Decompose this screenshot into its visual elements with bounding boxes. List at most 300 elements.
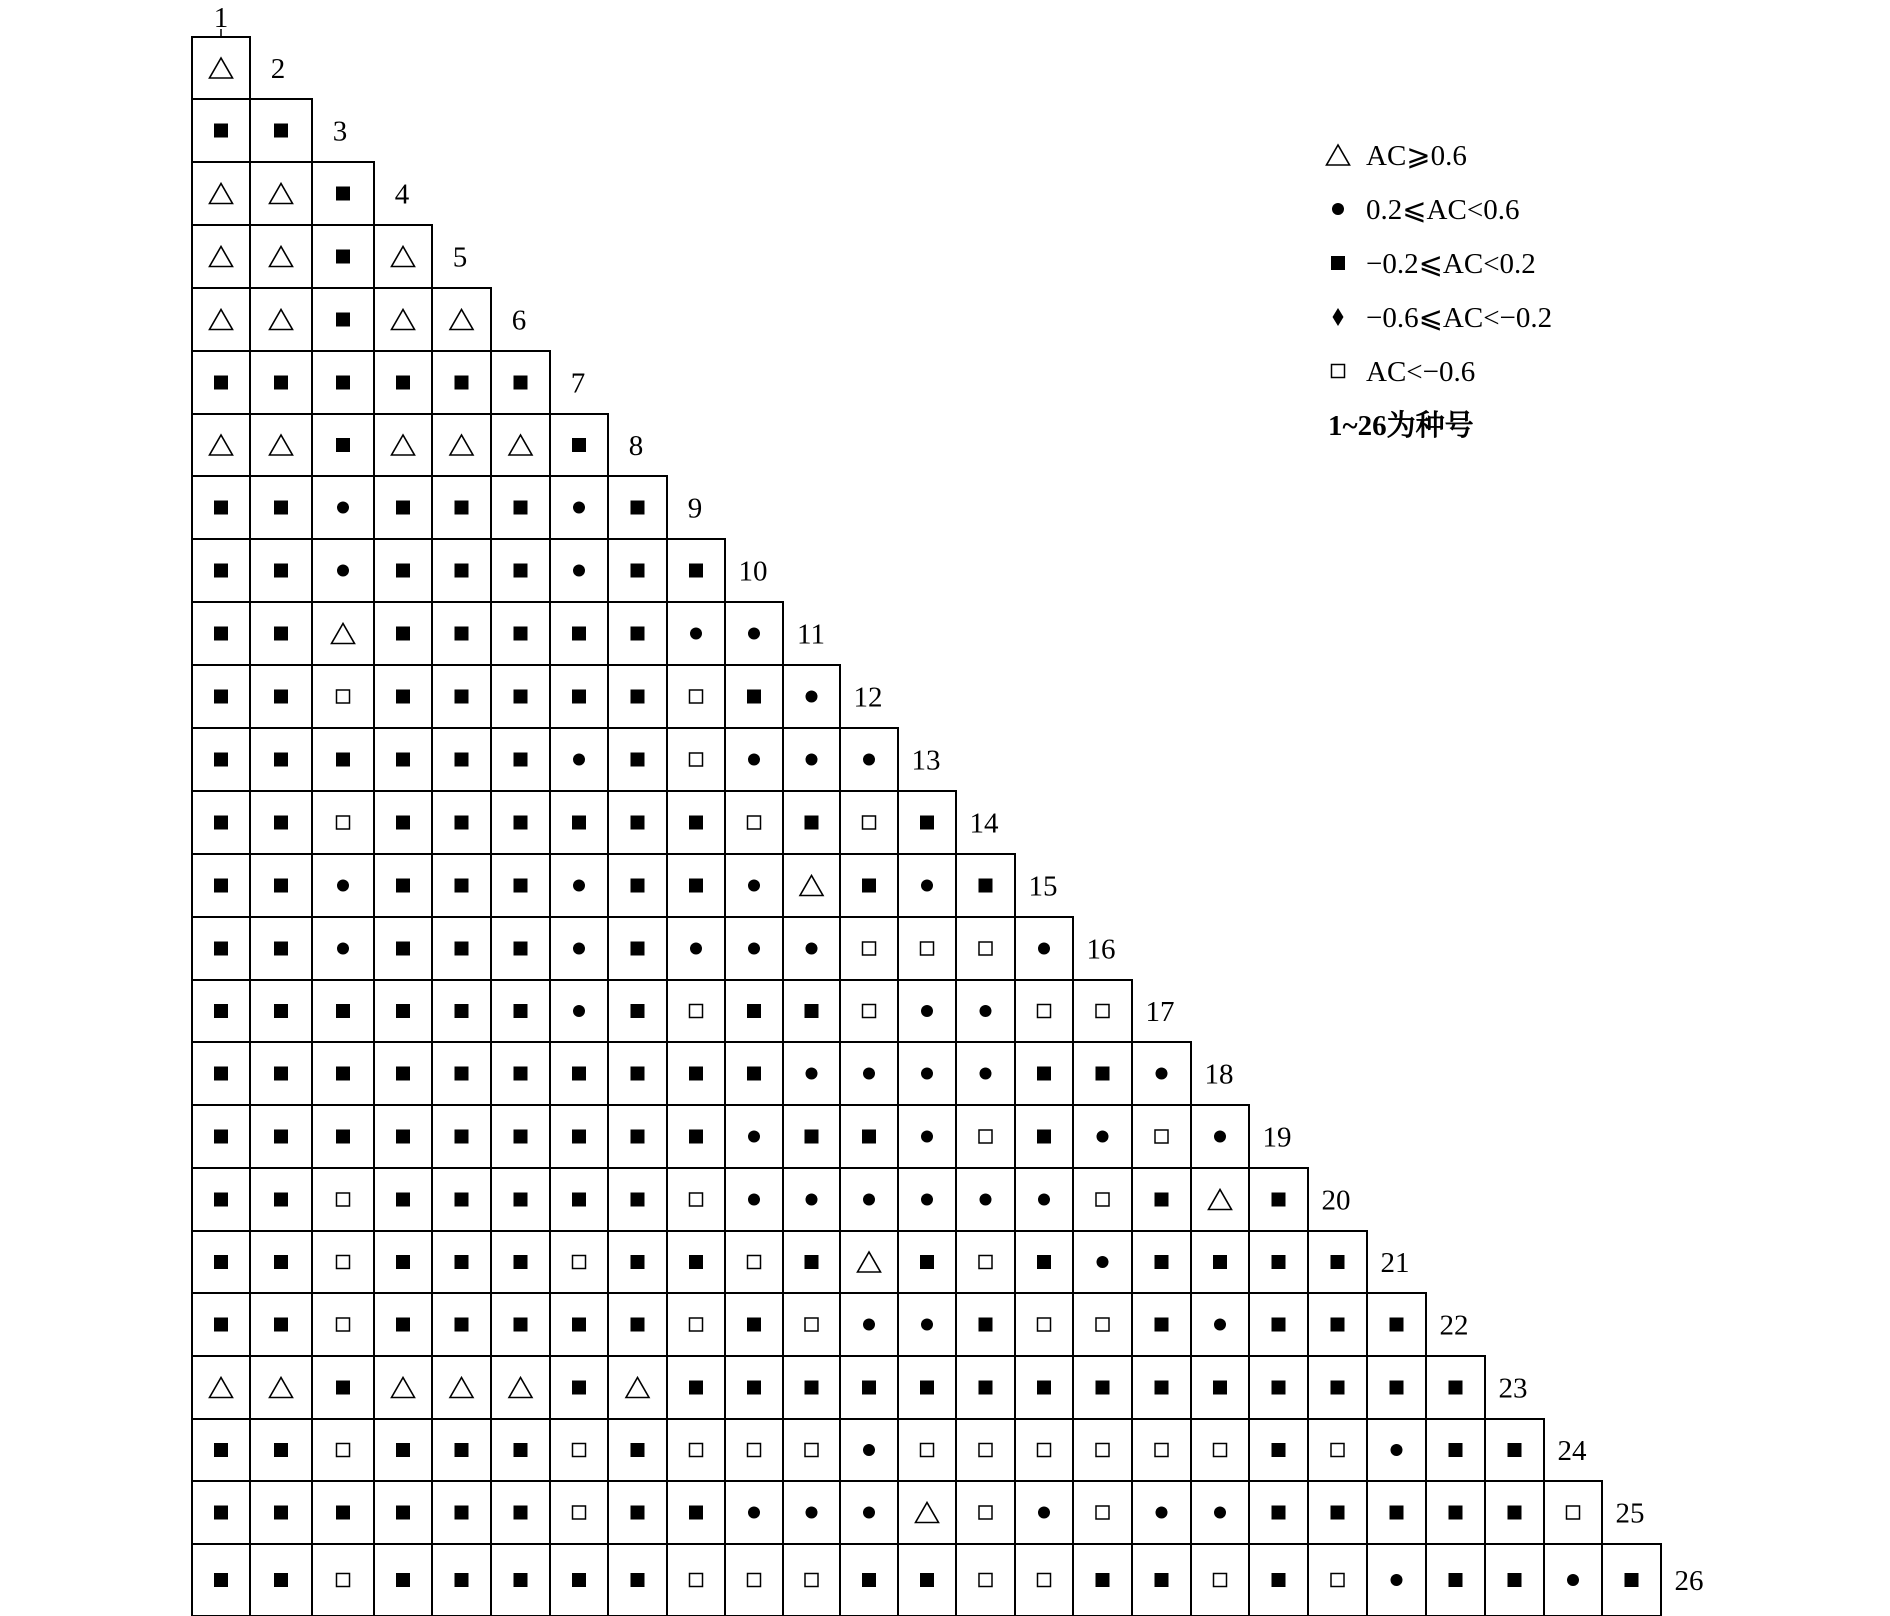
matrix-cell [1485, 1419, 1544, 1481]
matrix-cell [432, 854, 491, 917]
cell-border [840, 980, 898, 1042]
matrix-cell [374, 476, 432, 539]
filled-square-symbol [214, 1506, 228, 1520]
filled-square-symbol [336, 1130, 350, 1144]
filled-square-symbol [1037, 1130, 1051, 1144]
filled-square-symbol [455, 1255, 469, 1269]
filled-square-symbol [689, 1067, 703, 1081]
cell-border [1308, 1419, 1367, 1481]
cell-border [840, 791, 898, 854]
matrix-cell [608, 1419, 667, 1481]
filled-square-symbol [336, 376, 350, 390]
matrix-cell [1191, 1105, 1249, 1168]
cell-border [250, 1356, 312, 1419]
filled-square-symbol [862, 1573, 876, 1587]
matrix-cell [1015, 1105, 1073, 1168]
matrix-cell [550, 476, 608, 539]
circle-symbol [1156, 1068, 1168, 1080]
matrix-cell [898, 1356, 956, 1419]
matrix-cell [898, 854, 956, 917]
matrix-cell [550, 665, 608, 728]
filled-square-symbol [1096, 1067, 1110, 1081]
cell-border [667, 1419, 725, 1481]
filled-square-symbol [1272, 1381, 1286, 1395]
cell-border [898, 917, 956, 980]
matrix-cell [608, 1231, 667, 1293]
matrix-cell [192, 1231, 250, 1293]
filled-square-symbol [214, 564, 228, 578]
matrix-cell [374, 1293, 432, 1356]
cell-border [1015, 1419, 1073, 1481]
matrix-cell [667, 1168, 725, 1231]
matrix-cell [250, 1042, 312, 1105]
cell-border [956, 1105, 1015, 1168]
filled-square-symbol [631, 1067, 645, 1081]
matrix-cell [432, 791, 491, 854]
matrix-cell [491, 728, 550, 791]
species-label: 4 [394, 178, 410, 211]
filled-square-symbol [1449, 1506, 1463, 1520]
filled-square-symbol [1272, 1318, 1286, 1332]
matrix-cell [250, 99, 312, 162]
filled-square-symbol [631, 501, 645, 515]
matrix-cell [1073, 1544, 1132, 1616]
species-label: 1 [213, 2, 229, 34]
matrix-cell [1073, 1419, 1132, 1481]
filled-square-symbol [631, 1573, 645, 1587]
matrix-cell [1073, 1231, 1132, 1293]
matrix-cell [250, 980, 312, 1042]
circle-symbol [337, 502, 349, 514]
filled-square-symbol [336, 313, 350, 327]
species-label: 3 [332, 115, 348, 148]
filled-square-symbol [920, 1255, 934, 1269]
filled-square-symbol [514, 564, 528, 578]
filled-square-symbol [336, 1067, 350, 1081]
matrix-cell [250, 1231, 312, 1293]
matrix-cell [1073, 1481, 1132, 1544]
filled-square-symbol [631, 1130, 645, 1144]
cell-border [312, 791, 374, 854]
cell-border [312, 602, 374, 665]
cell-border [192, 414, 250, 476]
species-label: 8 [628, 430, 644, 462]
matrix-cell [374, 854, 432, 917]
filled-square-symbol [214, 1443, 228, 1457]
filled-square-symbol [396, 1193, 410, 1207]
cell-border [840, 1231, 898, 1293]
matrix-cell [491, 351, 550, 414]
filled-square-symbol [1331, 1381, 1345, 1395]
matrix-cell [1132, 1042, 1191, 1105]
matrix-cell [374, 602, 432, 665]
matrix-cell [725, 1293, 783, 1356]
matrix-cell [491, 665, 550, 728]
matrix-cell [550, 1419, 608, 1481]
matrix-cell [1015, 1419, 1073, 1481]
matrix-cell [725, 1042, 783, 1105]
matrix-cell [725, 602, 783, 665]
filled-square-symbol [214, 942, 228, 956]
circle-symbol [1156, 1507, 1168, 1519]
matrix-cell [312, 288, 374, 351]
matrix-cell [312, 1231, 374, 1293]
filled-square-symbol [514, 942, 528, 956]
matrix-cell [374, 728, 432, 791]
matrix-cell [432, 728, 491, 791]
matrix-cell [1132, 1293, 1191, 1356]
matrix-cell [898, 1481, 956, 1544]
matrix-cell [550, 539, 608, 602]
cell-border [898, 1419, 956, 1481]
filled-square-symbol [572, 1193, 586, 1207]
circle-symbol [748, 943, 760, 955]
filled-square-symbol [274, 564, 288, 578]
cell-border [374, 225, 432, 288]
matrix-cell [374, 1105, 432, 1168]
matrix-cell [374, 791, 432, 854]
matrix-cell [956, 1293, 1015, 1356]
filled-square-symbol [336, 438, 350, 452]
matrix-cell [898, 980, 956, 1042]
cell-border [312, 1168, 374, 1231]
filled-square-symbol [1508, 1443, 1522, 1457]
filled-square-symbol [572, 816, 586, 830]
filled-square-symbol [274, 1067, 288, 1081]
legend-label: AC⩾0.6 [1366, 140, 1467, 172]
circle-symbol [748, 1131, 760, 1143]
filled-square-symbol [514, 1067, 528, 1081]
matrix-cell [1015, 1293, 1073, 1356]
matrix-cell [374, 1168, 432, 1231]
matrix-cell [956, 854, 1015, 917]
filled-square-symbol [514, 1193, 528, 1207]
legend-note: 1~26为种号 [1328, 410, 1474, 442]
matrix-cell [667, 1481, 725, 1544]
species-label: 24 [1557, 1435, 1587, 1467]
circle-symbol [921, 880, 933, 892]
filled-square-symbol [455, 690, 469, 704]
filled-square-symbol [514, 376, 528, 390]
matrix-cell [432, 1419, 491, 1481]
matrix-cell [783, 917, 840, 980]
matrix-cell [956, 917, 1015, 980]
matrix-cell [1308, 1544, 1367, 1616]
filled-square-symbol [396, 879, 410, 893]
matrix-cell [491, 539, 550, 602]
filled-square-symbol [689, 816, 703, 830]
matrix-cell [312, 414, 374, 476]
matrix-cell [550, 1168, 608, 1231]
matrix-cell [192, 791, 250, 854]
matrix-cell [1191, 1481, 1249, 1544]
matrix-cell [840, 1168, 898, 1231]
species-label: 15 [1028, 870, 1058, 903]
cell-border [783, 1419, 840, 1481]
matrix-cell [608, 1168, 667, 1231]
filled-square-symbol [631, 816, 645, 830]
matrix-cell [374, 1356, 432, 1419]
matrix-cell [491, 602, 550, 665]
matrix-cell [1073, 1356, 1132, 1419]
circle-symbol [921, 1005, 933, 1017]
circle-symbol [980, 1005, 992, 1017]
matrix-cell [250, 539, 312, 602]
filled-square-symbol [274, 1443, 288, 1457]
circle-symbol [690, 943, 702, 955]
matrix-cell [192, 1356, 250, 1419]
species-label: 12 [853, 681, 883, 714]
matrix-cell [1367, 1544, 1426, 1616]
filled-square-symbol [631, 1443, 645, 1457]
filled-square-symbol [1449, 1381, 1463, 1395]
matrix-cell [725, 791, 783, 854]
filled-square-symbol [572, 1130, 586, 1144]
cell-border [192, 162, 250, 225]
species-label: 22 [1439, 1309, 1469, 1342]
matrix-cell [192, 1293, 250, 1356]
matrix-cell [1249, 1356, 1308, 1419]
matrix-cell [250, 1293, 312, 1356]
matrix-cell [491, 917, 550, 980]
circle-symbol [573, 565, 585, 577]
filled-square-symbol [572, 1381, 586, 1395]
filled-square-symbol [862, 1130, 876, 1144]
legend-entry [1332, 356, 1476, 388]
filled-square-symbol [689, 564, 703, 578]
circle-symbol [806, 691, 818, 703]
filled-square-symbol [455, 753, 469, 767]
cell-border [1015, 980, 1073, 1042]
filled-square-symbol [1331, 1255, 1345, 1269]
filled-square-symbol [396, 1067, 410, 1081]
cell-border [1544, 1481, 1602, 1544]
matrix-cell [491, 1544, 550, 1616]
filled-square-symbol [396, 376, 410, 390]
cell-border [550, 1231, 608, 1293]
matrix-cell [192, 37, 250, 99]
filled-square-symbol [214, 627, 228, 641]
matrix-cell [1191, 1231, 1249, 1293]
filled-square-symbol [214, 879, 228, 893]
cell-border [312, 1293, 374, 1356]
matrix-cell [1308, 1231, 1367, 1293]
filled-square-symbol [805, 816, 819, 830]
circle-symbol [1097, 1131, 1109, 1143]
species-label: 16 [1086, 933, 1116, 966]
filled-square-symbol [214, 753, 228, 767]
species-label: 17 [1145, 996, 1175, 1028]
circle-symbol [1567, 1574, 1579, 1586]
filled-square-symbol [920, 1381, 934, 1395]
matrix-cell [1544, 1544, 1602, 1616]
matrix-cell [432, 288, 491, 351]
matrix-cell [898, 1168, 956, 1231]
species-label: 9 [687, 492, 703, 525]
species-label: 19 [1262, 1121, 1292, 1154]
matrix-cell [192, 476, 250, 539]
cell-border [667, 665, 725, 728]
circle-symbol [748, 1194, 760, 1206]
cell-border [192, 225, 250, 288]
filled-square-symbol [1508, 1506, 1522, 1520]
matrix-cell [374, 351, 432, 414]
filled-square-symbol [1508, 1573, 1522, 1587]
matrix-cell [840, 1042, 898, 1105]
matrix-cell [374, 1042, 432, 1105]
matrix-cell [192, 162, 250, 225]
matrix-cell [312, 1042, 374, 1105]
circle-symbol [337, 880, 349, 892]
matrix-cell [1485, 1544, 1544, 1616]
circle-symbol [1214, 1319, 1226, 1331]
matrix-cell [1132, 1168, 1191, 1231]
matrix-cell [192, 980, 250, 1042]
matrix-cell [432, 1293, 491, 1356]
matrix-cell [1308, 1356, 1367, 1419]
matrix-cell [608, 728, 667, 791]
filled-square-symbol [214, 1193, 228, 1207]
filled-square-symbol [631, 1193, 645, 1207]
circle-symbol [748, 754, 760, 766]
matrix-cell [1132, 1544, 1191, 1616]
circle-symbol [337, 943, 349, 955]
circle-symbol [806, 754, 818, 766]
cell-border [250, 414, 312, 476]
circle-symbol [921, 1194, 933, 1206]
filled-square-symbol [689, 1506, 703, 1520]
matrix-cell [192, 1105, 250, 1168]
matrix-cell [192, 351, 250, 414]
filled-square-symbol [514, 753, 528, 767]
cell-border [550, 1481, 608, 1544]
filled-square-symbol [920, 1573, 934, 1587]
matrix-cell [432, 1481, 491, 1544]
filled-square-symbol [805, 1004, 819, 1018]
species-label: 26 [1674, 1565, 1704, 1597]
species-label: 6 [511, 304, 527, 337]
matrix-cell [840, 980, 898, 1042]
filled-square-symbol [455, 1573, 469, 1587]
matrix-cell [667, 1293, 725, 1356]
matrix-cell [250, 791, 312, 854]
matrix-cell [898, 1042, 956, 1105]
filled-square-symbol [514, 627, 528, 641]
cell-border [250, 288, 312, 351]
matrix-cell [783, 854, 840, 917]
filled-square-symbol [274, 690, 288, 704]
matrix-cell [840, 1105, 898, 1168]
filled-square-symbol [1449, 1573, 1463, 1587]
cell-border [432, 288, 491, 351]
matrix-cell [783, 728, 840, 791]
matrix-cell [312, 476, 374, 539]
filled-square-symbol [396, 627, 410, 641]
matrix-cell [1073, 1293, 1132, 1356]
matrix-cell [783, 1293, 840, 1356]
filled-square-symbol [274, 753, 288, 767]
matrix-cell [550, 1042, 608, 1105]
filled-square-symbol [514, 1443, 528, 1457]
circle-symbol [1097, 1256, 1109, 1268]
circle-symbol [921, 1068, 933, 1080]
matrix-cell [550, 602, 608, 665]
filled-square-symbol [1390, 1506, 1404, 1520]
filled-square-symbol [1155, 1193, 1169, 1207]
filled-square-symbol [514, 1506, 528, 1520]
matrix-cell [1073, 1042, 1132, 1105]
matrix-cell [783, 1419, 840, 1481]
filled-square-symbol [396, 501, 410, 515]
matrix-cell [550, 1356, 608, 1419]
matrix-cell [550, 854, 608, 917]
matrix-cell [491, 854, 550, 917]
matrix-cell [667, 980, 725, 1042]
matrix-cell [783, 791, 840, 854]
cell-border [608, 1356, 667, 1419]
filled-square-symbol [1625, 1573, 1639, 1587]
matrix-cell [432, 665, 491, 728]
matrix-cell [250, 351, 312, 414]
legend-entry [1331, 248, 1536, 280]
matrix-cell [250, 665, 312, 728]
cell-border [783, 854, 840, 917]
filled-square-symbol [274, 501, 288, 515]
cell-border [374, 288, 432, 351]
cell-border [898, 1481, 956, 1544]
matrix-cell [1073, 1168, 1132, 1231]
matrix-cell [667, 602, 725, 665]
matrix-cell [432, 602, 491, 665]
matrix-cell [374, 225, 432, 288]
matrix-cell [250, 728, 312, 791]
cell-border [1073, 1293, 1132, 1356]
filled-square-symbol [274, 1573, 288, 1587]
matrix-cell [550, 1231, 608, 1293]
filled-square-symbol [396, 942, 410, 956]
filled-square-symbol [396, 1573, 410, 1587]
matrix-cell [783, 1356, 840, 1419]
matrix-cell [1015, 1168, 1073, 1231]
matrix-cell [725, 1481, 783, 1544]
cell-border [667, 1168, 725, 1231]
matrix-cell [725, 980, 783, 1042]
cell-border [956, 1231, 1015, 1293]
filled-square-symbol [514, 816, 528, 830]
filled-square-symbol [274, 1318, 288, 1332]
matrix-cell [1249, 1168, 1308, 1231]
matrix-cell [432, 539, 491, 602]
matrix-cell [1015, 1544, 1073, 1616]
circle-symbol [573, 502, 585, 514]
matrix-cell [840, 1356, 898, 1419]
matrix-cell [250, 288, 312, 351]
filled-square-symbol [920, 816, 934, 830]
filled-square-symbol [1155, 1573, 1169, 1587]
matrix-cell [312, 854, 374, 917]
matrix-cell [250, 602, 312, 665]
circle-symbol [1214, 1131, 1226, 1143]
cell-border [192, 1356, 250, 1419]
matrix-cell [550, 1293, 608, 1356]
matrix-cell [491, 1356, 550, 1419]
filled-square-symbol [455, 879, 469, 893]
circle-symbol [1391, 1444, 1403, 1456]
matrix-cell [840, 1419, 898, 1481]
matrix-cell [783, 1481, 840, 1544]
filled-square-symbol [274, 1255, 288, 1269]
matrix-cell [956, 1419, 1015, 1481]
